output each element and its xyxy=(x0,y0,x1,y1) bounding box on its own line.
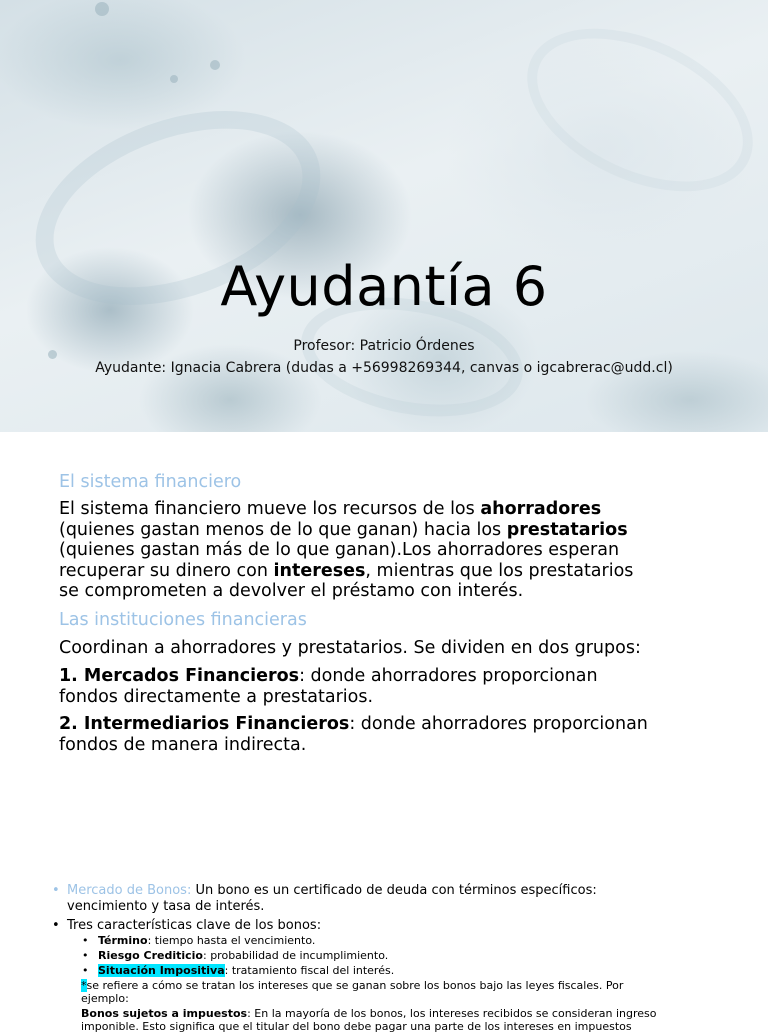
note-line xyxy=(81,979,761,992)
note-line: imponible. Esto significa que el titular del bono debe pagar una parte de los intereses en impuestos xyxy=(81,1020,632,1033)
heading-sistema-financiero: El sistema financiero xyxy=(59,472,242,492)
heading-instituciones: Las instituciones financieras xyxy=(59,610,307,630)
text-span: Un bono es un certificado de deuda con términos específicos: xyxy=(191,883,597,898)
highlighted-term: Situación Impositiva xyxy=(98,964,225,977)
sub-bullet-dot: • xyxy=(82,934,89,947)
text-span: (quienes gastan menos de lo que ganan) hacia los xyxy=(59,519,507,540)
bullet-dot: • xyxy=(52,883,60,898)
marble-speck xyxy=(170,75,178,83)
paragraph-line xyxy=(59,714,729,735)
text-span: (quienes gastan más de lo que ganan).Los ahorradores esperan xyxy=(59,540,620,560)
text-span: : donde ahorradores proporcionan xyxy=(349,714,648,734)
bullet-label: Mercado de Bonos: xyxy=(67,883,192,898)
text-span: recuperar su dinero con xyxy=(59,560,274,581)
sub-bullet-dot: • xyxy=(82,949,89,962)
bullet-line: vencimiento y tasa de interés. xyxy=(67,899,265,914)
text-span: : tratamiento fiscal del interés. xyxy=(224,964,395,977)
paragraph-line xyxy=(59,540,729,561)
bold-term: 2. Intermediarios Financieros xyxy=(59,714,350,734)
sub-bullet-dot: • xyxy=(82,964,89,977)
list-item-intermediarios xyxy=(59,714,729,755)
bullet-mercado-bonos xyxy=(67,883,757,898)
paragraph-line xyxy=(59,499,729,520)
text-span: fondos directamente a prestatarios. xyxy=(59,686,374,707)
bold-term: Riesgo Crediticio xyxy=(98,949,203,962)
paragraph-line xyxy=(59,735,729,756)
paragraph-instituciones: Coordinan a ahorradores y prestatarios. Se dividen en dos grupos: xyxy=(59,638,641,658)
sub-bullet-situacion xyxy=(98,964,394,977)
content-slide xyxy=(0,432,768,864)
highlighted-asterisk: * xyxy=(81,979,87,992)
paragraph-line xyxy=(59,561,729,582)
bold-term: ahorradores xyxy=(480,499,602,519)
paragraph-line xyxy=(59,520,729,541)
paragraph-line xyxy=(59,581,729,602)
text-span: se refiere a cómo se tratan los intereses que se ganan sobre los bonos bajo las leyes fiscales. Por xyxy=(86,979,624,992)
marble-swirl xyxy=(502,0,778,224)
bold-term: Término xyxy=(98,934,148,947)
slide-title: Ayudantía 6 xyxy=(220,255,548,318)
text-span: : probabilidad de incumplimiento. xyxy=(203,949,389,962)
bold-term: Bonos sujetos a impuestos xyxy=(81,1007,248,1020)
list-item-mercados xyxy=(59,666,729,707)
paragraph-line xyxy=(59,687,729,708)
text-span: se comprometen a devolver el préstamo con interés. xyxy=(59,581,524,601)
text-span: : En la mayoría de los bonos, los intereses recibidos se consideran ingreso xyxy=(247,1007,657,1020)
note-line: ejemplo: xyxy=(81,992,129,1005)
bold-term: 1. Mercados Financieros xyxy=(59,666,300,686)
text-span: : tiempo hasta el vencimiento. xyxy=(147,934,316,947)
text-span: fondos de manera indirecta. xyxy=(59,734,307,755)
marble-speck xyxy=(210,60,220,70)
bold-term: prestatarios xyxy=(506,519,628,540)
notes-slide xyxy=(0,864,768,1033)
text-span: , mientras que los prestatarios xyxy=(365,560,634,581)
bullet-dot: • xyxy=(52,918,60,933)
paragraph-line xyxy=(59,666,729,687)
text-span: : donde ahorradores proporcionan xyxy=(299,666,598,686)
paragraph-sistema-financiero xyxy=(59,499,729,602)
bold-term: intereses xyxy=(273,560,366,581)
assistant-line: Ayudante: Ignacia Cabrera (dudas a +56998269344, canvas o igcabrerac@udd.cl) xyxy=(95,360,673,376)
marble-speck xyxy=(95,2,109,16)
text-span: El sistema financiero mueve los recursos de los xyxy=(59,499,481,519)
sub-bullet-termino xyxy=(98,934,315,947)
professor-line: Profesor: Patricio Órdenes xyxy=(293,338,475,354)
title-slide xyxy=(0,0,768,432)
sub-bullet-riesgo xyxy=(98,949,388,962)
bullet-caracteristicas: Tres características clave de los bonos: xyxy=(67,918,322,933)
note-bonos-impuestos xyxy=(81,1007,761,1020)
